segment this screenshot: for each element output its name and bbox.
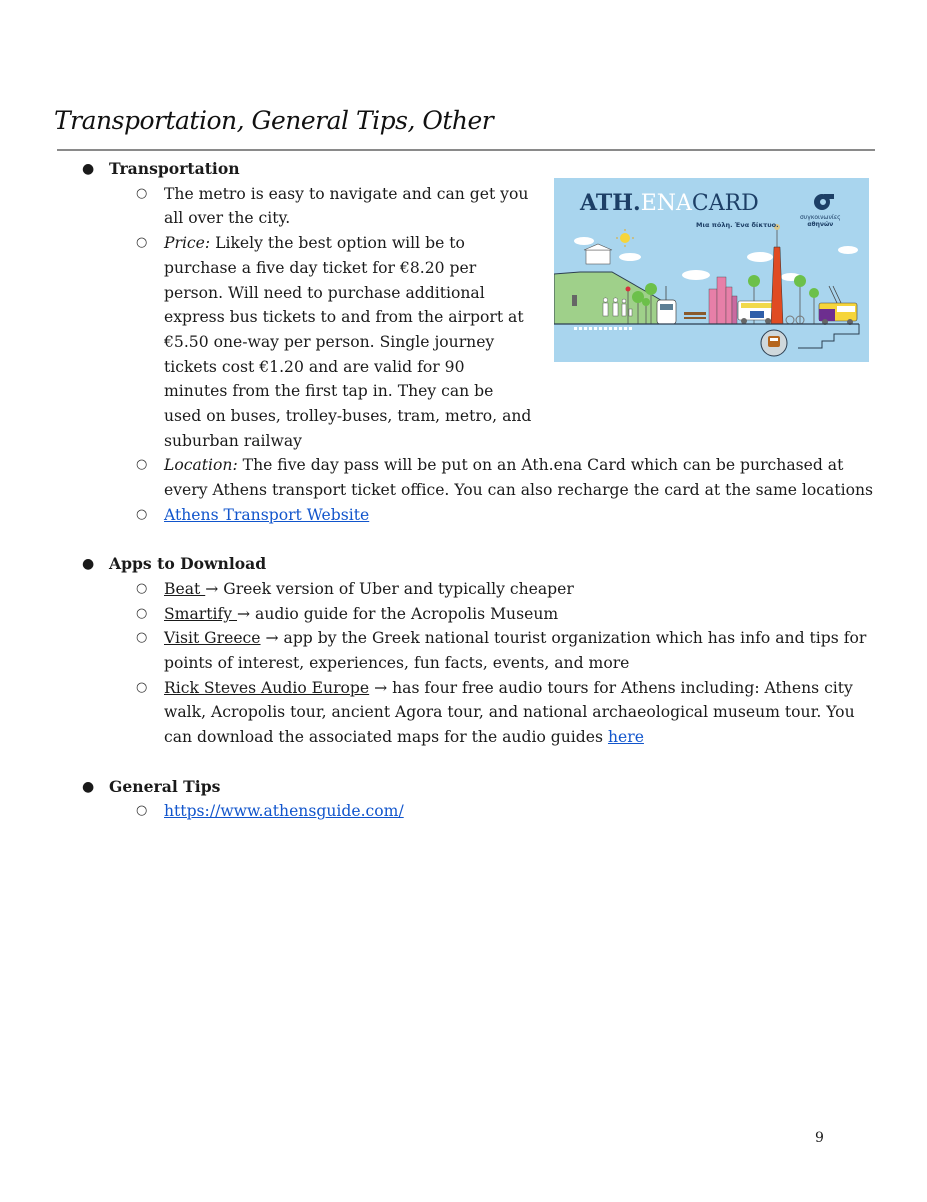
list-item-price	[0, 231, 927, 453]
section-transportation	[0, 157, 927, 182]
page-number: 9	[815, 1130, 824, 1146]
athena-card-brand: ATH.ENACARD	[580, 190, 759, 216]
location-label: Location:	[164, 456, 238, 475]
page-title: Transportation, General Tips, Other	[54, 106, 494, 135]
bullet-hollow-icon: ○	[136, 235, 148, 251]
bullet-filled-icon: ●	[82, 556, 95, 573]
price-text-wrap: Price: Likely the best option will be to purchase a five day ticket for €8.20 per person. Will need to purchase additional express bus tickets to and from the airport at €5.50 one-way per person. Single journey tickets cost €1.20 and are valid for 90 minutes from the first tap in. They can be used on buses, trolley-buses, tram, metro, and suburban railway	[164, 234, 532, 450]
bullet-hollow-icon: ○	[136, 457, 148, 473]
section-general-tips	[0, 775, 927, 800]
beat-app-link[interactable]: Beat	[164, 579, 206, 598]
athensguide-link[interactable]: https://www.athensguide.com/	[164, 802, 404, 821]
list-item	[0, 799, 927, 824]
spacer	[0, 528, 927, 553]
arrow-icon: →	[205, 579, 219, 598]
list-item: ○ The metro is easy to navigate and can get you all over the city.	[0, 182, 927, 231]
bullet-hollow-icon: ○	[136, 605, 148, 621]
section-heading: Apps to Download	[109, 554, 267, 574]
document-body	[0, 157, 927, 824]
price-label: Price:	[164, 234, 211, 253]
section-heading: Transportation	[109, 159, 240, 178]
bullet-filled-icon: ●	[82, 161, 95, 177]
bullet-hollow-icon: ○	[136, 580, 148, 596]
bullet-filled-icon: ●	[82, 778, 95, 795]
card-slogan: Μια πόλη. Ένα δίκτυο.	[696, 221, 779, 229]
spacer	[0, 750, 927, 775]
bullet-hollow-icon: ○	[136, 630, 148, 646]
section-apps	[0, 552, 927, 577]
arrow-icon: →	[260, 629, 279, 648]
bullet-hollow-icon: ○	[136, 803, 148, 819]
list-item	[0, 503, 927, 528]
athens-transport-website-link[interactable]: Athens Transport Website	[164, 505, 370, 524]
list-item-visit-greece: ○ Visit Greece → app by the Greek national tourist organization which has info and tips for points of interest, experiences, fun facts, events, and more	[0, 626, 927, 675]
list-item-location: ○ Location: The five day pass will be put on an Ath.ena Card which can be purchased at every Athens transport ticket office. You can also recharge the card at the same locations	[0, 453, 927, 502]
rick-steves-app-link[interactable]: Rick Steves Audio Europe	[164, 678, 370, 697]
audio-guide-maps-link[interactable]: here	[607, 728, 644, 747]
bullet-hollow-icon: ○	[136, 185, 148, 201]
bullet-hollow-icon: ○	[136, 506, 148, 522]
title-divider	[57, 149, 875, 151]
arrow-icon: →	[237, 604, 251, 623]
bullet-hollow-icon: ○	[136, 679, 148, 695]
oasa-logo-text: συγκοινωνίες αθηνών	[800, 214, 841, 228]
smartify-app-link[interactable]: Smartify	[164, 604, 238, 623]
list-item-rick-steves: ○ Rick Steves Audio Europe → has four free audio tours for Athens including: Athens city walk, Acropolis tour, ancient Agora tour, and national archaeological museum tour. You can download the associated maps for the audio guides here	[0, 676, 927, 750]
arrow-icon: →	[369, 678, 388, 697]
visit-greece-app-link[interactable]: Visit Greece	[164, 629, 261, 648]
list-item-beat: ○ Beat → Greek version of Uber and typically cheaper	[0, 577, 927, 602]
section-heading: General Tips	[109, 776, 221, 796]
list-item-smartify: ○ Smartify → audio guide for the Acropolis Museum	[0, 602, 927, 627]
